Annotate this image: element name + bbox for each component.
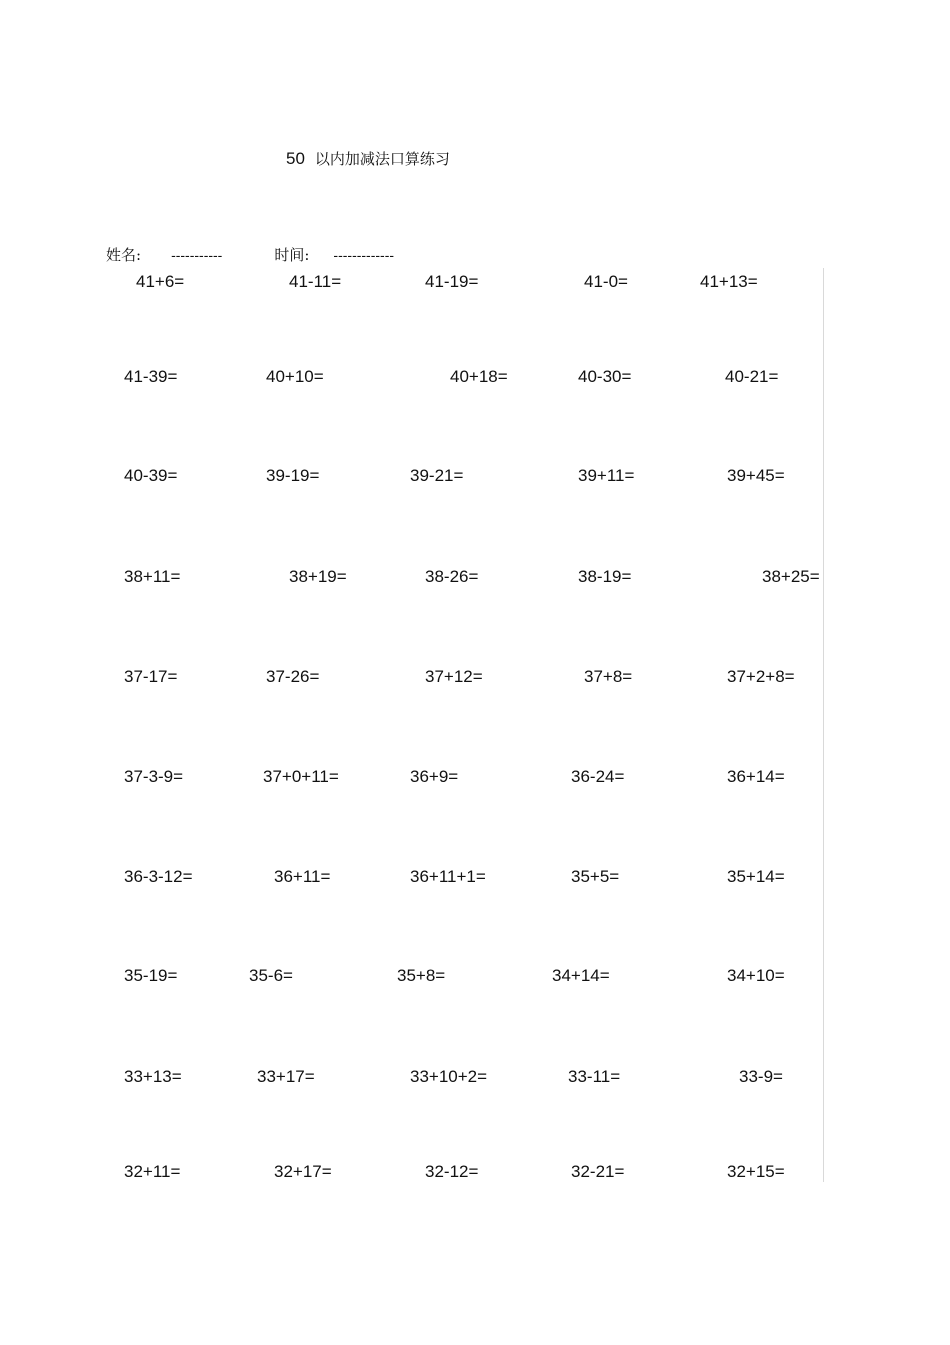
- math-problem: 36+11=: [274, 867, 331, 886]
- math-problem: 32+17=: [274, 1162, 332, 1181]
- math-problem: 41+6=: [136, 272, 185, 291]
- math-problem: 39+11=: [578, 466, 635, 485]
- math-problem: 35+5=: [571, 867, 620, 886]
- math-problem: 32+11=: [124, 1162, 181, 1181]
- math-problem: 37+2+8=: [727, 667, 795, 686]
- math-problem: 37-3-9=: [124, 767, 184, 786]
- info-row: [106, 244, 394, 265]
- math-problem: 33-9=: [739, 1067, 783, 1086]
- math-problem: 36+14=: [727, 767, 785, 786]
- math-problem: 32-21=: [571, 1162, 625, 1181]
- math-problem: 36+11+1=: [410, 867, 486, 886]
- math-problem: 39-19=: [266, 466, 320, 485]
- math-problem: 35-6=: [249, 966, 293, 985]
- math-problem: 33+17=: [257, 1067, 315, 1086]
- math-problem: 33+10+2=: [410, 1067, 488, 1086]
- math-problem: 34+14=: [552, 966, 610, 985]
- math-problem: 40+18=: [450, 367, 508, 386]
- right-margin-rule: [823, 268, 824, 1182]
- math-problem: 39+45=: [727, 466, 785, 485]
- math-problem: 38-26=: [425, 567, 479, 586]
- math-problem: 37+12=: [425, 667, 483, 686]
- math-problem: 32+15=: [727, 1162, 785, 1181]
- math-problem: 39-21=: [410, 466, 464, 485]
- math-problem: 41+13=: [700, 272, 758, 291]
- math-problem: 40-39=: [124, 466, 178, 485]
- math-problem: 35+14=: [727, 867, 785, 886]
- math-problem: 37-17=: [124, 667, 178, 686]
- math-problem: 41-0=: [584, 272, 628, 291]
- math-problem: 38-19=: [578, 567, 632, 586]
- math-problem: 36+9=: [410, 767, 459, 786]
- math-problem: 40-30=: [578, 367, 632, 386]
- math-problem: 40+10=: [266, 367, 324, 386]
- math-problem: 38+11=: [124, 567, 181, 586]
- name-label: 姓名:: [106, 246, 142, 264]
- math-problem: 33+13=: [124, 1067, 182, 1086]
- math-problem: 36-3-12=: [124, 867, 193, 886]
- math-problem: 32-12=: [425, 1162, 479, 1181]
- math-problem: 38+19=: [289, 567, 347, 586]
- math-problem: 37-26=: [266, 667, 320, 686]
- math-problem: 41-11=: [289, 272, 342, 291]
- math-problem: 33-11=: [568, 1067, 621, 1086]
- page-title: [286, 148, 450, 169]
- name-blank: -----------: [171, 247, 223, 263]
- time-blank: -------------: [333, 247, 395, 263]
- math-problem: 34+10=: [727, 966, 785, 985]
- math-problem: 38+25=: [762, 567, 820, 586]
- math-problem: 36-24=: [571, 767, 625, 786]
- math-problem: 40-21=: [725, 367, 779, 386]
- math-problem: 41-39=: [124, 367, 178, 386]
- math-problem: 35-19=: [124, 966, 178, 985]
- math-problem: 37+0+11=: [263, 767, 339, 786]
- title-number: 50: [286, 149, 305, 168]
- title-text: 以内加减法口算练习: [314, 150, 450, 168]
- time-label: 时间:: [274, 246, 310, 264]
- math-problem: 37+8=: [584, 667, 633, 686]
- math-problem: 41-19=: [425, 272, 479, 291]
- math-problem: 35+8=: [397, 966, 446, 985]
